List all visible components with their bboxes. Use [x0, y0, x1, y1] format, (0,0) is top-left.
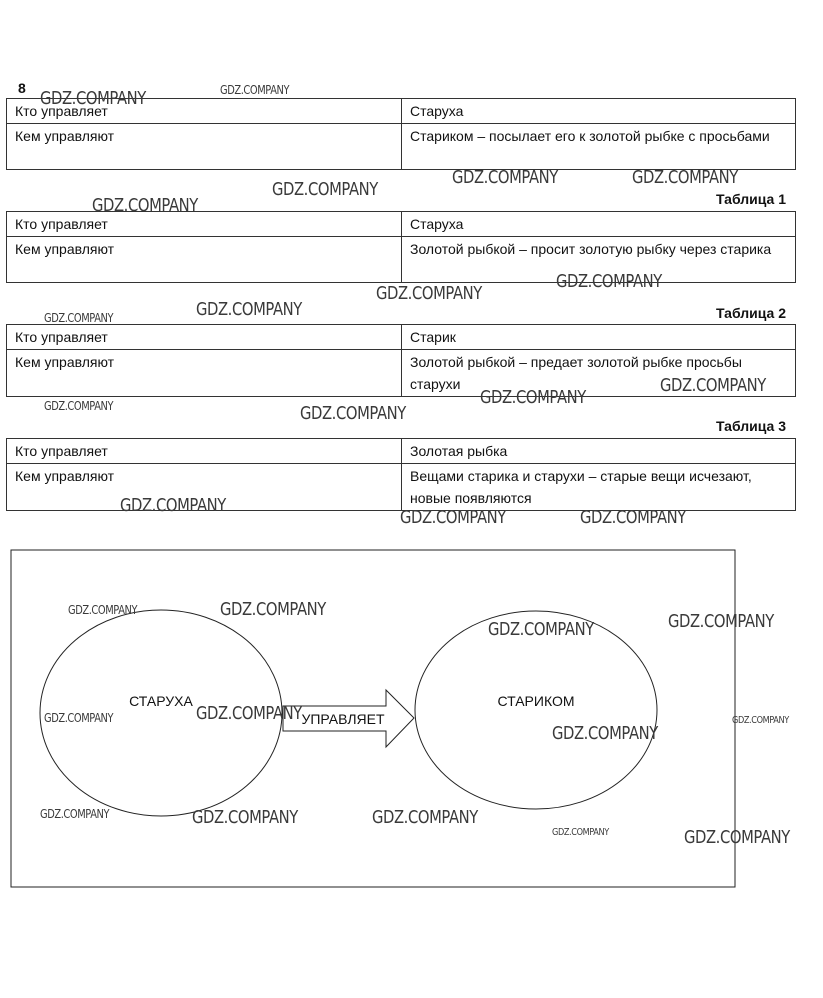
watermark: GDZ.COMPANY — [660, 375, 766, 396]
watermark: GDZ.COMPANY — [40, 88, 146, 109]
watermark: GDZ.COMPANY — [44, 711, 114, 725]
watermark: GDZ.COMPANY — [68, 603, 138, 617]
row-value: Золотой рыбкой – просит золотую рыбку через старика — [402, 237, 796, 283]
row-value: Золотой рыбкой – предает золотой рыбке просьбы старухи — [402, 350, 796, 397]
watermark: GDZ.COMPANY — [400, 507, 506, 528]
row-label: Кем управляют — [7, 124, 402, 170]
right-ellipse-label: СТАРИКОМ — [497, 693, 575, 709]
watermark: GDZ.COMPANY — [668, 611, 774, 632]
row-label: Кем управляют — [7, 350, 402, 397]
row-label: Кто управляет — [7, 212, 402, 237]
table-caption-1: Таблица 1 — [715, 191, 786, 207]
watermark: GDZ.COMPANY — [372, 807, 478, 828]
watermark: GDZ.COMPANY — [272, 179, 378, 200]
row-label: Кто управляет — [7, 325, 402, 350]
watermark: GDZ.COMPANY — [452, 167, 558, 188]
watermark: GDZ.COMPANY — [480, 387, 586, 408]
watermark: GDZ.COMPANY — [300, 403, 406, 424]
watermark: GDZ.COMPANY — [552, 827, 609, 838]
watermark: GDZ.COMPANY — [220, 599, 326, 620]
watermark: GDZ.COMPANY — [684, 827, 790, 848]
watermark: GDZ.COMPANY — [632, 167, 738, 188]
table-caption-3: Таблица 3 — [715, 418, 786, 434]
watermark: GDZ.COMPANY — [580, 507, 686, 528]
watermark: GDZ.COMPANY — [376, 283, 482, 304]
row-label: Кем управляют — [7, 237, 402, 283]
arrow-label: УПРАВЛЯЕТ — [301, 711, 385, 727]
row-value: Стариком – посылает его к золотой рыбке с просьбами — [402, 124, 796, 170]
row-value: Старуха — [402, 212, 796, 237]
row-label: Кто управляет — [7, 99, 402, 124]
row-value: Старик — [402, 325, 796, 350]
watermark: GDZ.COMPANY — [196, 703, 302, 724]
watermark: GDZ.COMPANY — [44, 399, 114, 413]
row-value: Золотая рыбка — [402, 439, 796, 464]
watermark: GDZ.COMPANY — [192, 807, 298, 828]
left-ellipse-label: СТАРУХА — [129, 693, 193, 709]
watermark: GDZ.COMPANY — [44, 311, 114, 325]
watermark: GDZ.COMPANY — [220, 83, 290, 97]
row-value: Вещами старика и старухи – старые вещи исчезают, новые появляются — [402, 464, 796, 511]
watermark: GDZ.COMPANY — [732, 715, 789, 726]
watermark: GDZ.COMPANY — [40, 807, 110, 821]
task-number: 8 — [18, 80, 26, 96]
row-value: Старуха — [402, 99, 796, 124]
watermark: GDZ.COMPANY — [552, 723, 658, 744]
watermark: GDZ.COMPANY — [488, 619, 594, 640]
watermark: GDZ.COMPANY — [120, 495, 226, 516]
table-caption-2: Таблица 2 — [715, 305, 786, 321]
watermark: GDZ.COMPANY — [92, 195, 198, 216]
row-label: Кем управляют — [7, 464, 402, 511]
watermark: GDZ.COMPANY — [196, 299, 302, 320]
watermark: GDZ.COMPANY — [556, 271, 662, 292]
row-label: Кто управляет — [7, 439, 402, 464]
right-ellipse — [415, 611, 657, 809]
